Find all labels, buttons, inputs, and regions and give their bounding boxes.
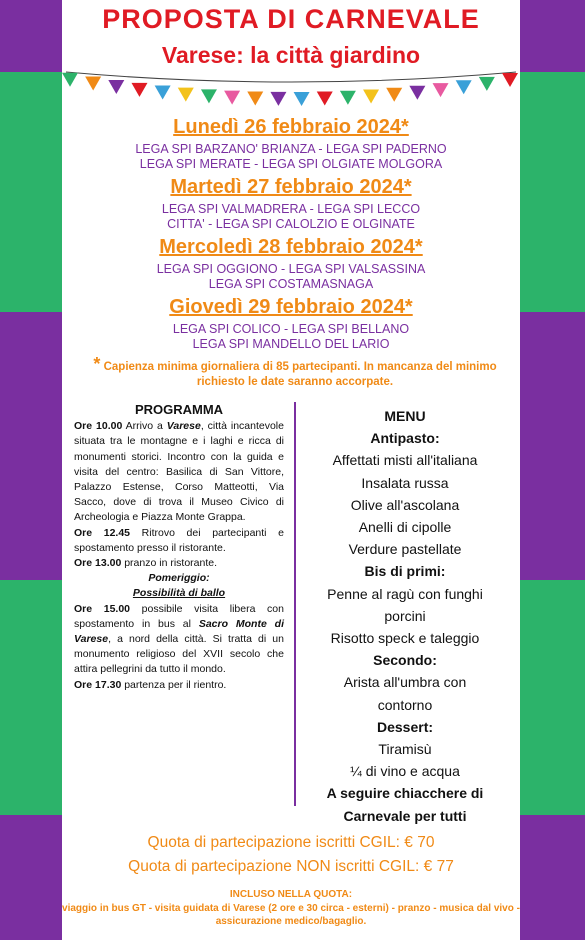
incluso-box (62, 888, 520, 929)
bunting-flag (155, 85, 171, 99)
antipasto-item: Verdure pastellate (348, 541, 462, 558)
bunting-flags-decoration (62, 66, 520, 114)
day-4-date: Giovedì 29 febbraio 2024* (169, 296, 413, 318)
p1-text-a: Arrivo a (122, 420, 167, 433)
bunting-flag (502, 73, 518, 87)
bunting-flag (479, 77, 495, 91)
quota-non-iscritti-price: € 77 (423, 858, 454, 875)
place-varese: Varese (166, 420, 201, 433)
day-4-leghe-line-1: LEGA SPI COLICO - LEGA SPI BELLANO (172, 322, 410, 336)
programma-title: PROGRAMMA (134, 402, 224, 417)
day-3-leghe-line-2: LEGA SPI COSTAMASNAGA (208, 277, 374, 291)
bunting-flag (386, 88, 402, 102)
quota-non-iscritti (62, 858, 520, 876)
pomeriggio-heading: Pomeriggio: (148, 572, 210, 585)
antipasto-item: Affettati misti all'italiana (332, 452, 478, 469)
primi-heading: Bis di primi: (364, 563, 446, 580)
bunting-flag (85, 77, 101, 91)
bunting-flag (224, 91, 240, 105)
bunting-flag (409, 86, 425, 100)
p1-text-b: , città incantevole situata tra le montagne e i laghi e ricca di monumenti storici. Incontro con la guida e visita del centro: Basilica di San Vittore, Palazzo Estense, Corso Matteotti, Via Sacco, dove di trova il Museo Civico di Archeologia e Piazza Monte Grappa. (74, 420, 284, 524)
capienza-note (80, 354, 510, 390)
menu-finale: A seguire chiacchere di Carnevale per tutti (326, 785, 484, 824)
programma-item-1300 (74, 556, 284, 571)
menu-column (300, 405, 510, 827)
day-1-leghe-line-2: LEGA SPI MERATE - LEGA SPI OLGIATE MOLGORA (139, 157, 443, 171)
bunting-flag (433, 83, 449, 97)
bunting-flag (201, 89, 217, 103)
quota-iscritti-label: Quota di partecipazione iscritti CGIL: (147, 834, 400, 851)
ballo-heading: Possibilità di ballo (132, 587, 226, 600)
incluso-title: INCLUSO NELLA QUOTA: (229, 889, 353, 900)
programma-item-1245 (74, 526, 284, 556)
dessert-item: Tiramisù (378, 741, 432, 758)
time-1730: Ore 17.30 (74, 678, 122, 691)
incluso-text: viaggio in bus GT - visita guidata di Varese (2 ore e 30 circa - esterni) - pranzo - musica dal vivo - assicurazione medico/bagaglio. (62, 902, 520, 927)
antipasto-item: Anelli di cipolle (358, 519, 452, 536)
day-4-leghe-line-2: LEGA SPI MANDELLO DEL LARIO (192, 337, 390, 351)
bunting-flag (108, 80, 124, 94)
time-1245: Ore 12.45 (74, 526, 131, 539)
dessert-item: ¼ di vino e acqua (350, 763, 460, 780)
day-2-leghe-line-2: CITTA' - LEGA SPI CALOLZIO E OLGINATE (167, 217, 415, 231)
quota-iscritti (62, 834, 520, 852)
day-1-date: Lunedì 26 febbraio 2024* (173, 116, 409, 138)
bunting-flag (317, 92, 333, 106)
bunting-flag (62, 73, 78, 87)
secondo-heading: Secondo: (373, 652, 437, 669)
place-sacro-monte: Sacro Monte di Varese (74, 617, 284, 646)
primi-item: Risotto speck e taleggio (330, 630, 480, 647)
day-1-leghe-line-1: LEGA SPI BARZANO' BRIANZA - LEGA SPI PADERNO (135, 142, 447, 156)
secondo-item: Arista all'umbra con contorno (343, 674, 467, 713)
column-divider (294, 402, 296, 806)
bunting-flag (456, 80, 472, 94)
primi-item: Penne al ragù con funghi porcini (327, 585, 483, 624)
dessert-heading: Dessert: (376, 718, 434, 735)
programma-item-1730 (74, 678, 284, 693)
p3-text: pranzo in ristorante. (121, 557, 218, 570)
quota-non-iscritti-label: Quota di partecipazione NON iscritti CGIL: (128, 858, 420, 875)
bunting-flag (363, 89, 379, 103)
menu-title: MENU (384, 408, 426, 424)
time-1500: Ore 15.00 (74, 602, 131, 615)
antipasto-item: Olive all'ascolana (350, 496, 460, 513)
bunting-flag (131, 83, 147, 97)
flyer-subtitle: Varese: la città giardino (161, 42, 421, 68)
p4-text-b: , a nord della città. Si tratta di un monumento religioso del XVII secolo che attira pellegrini da tutto il mondo. (74, 633, 284, 676)
p2-text: Ritrovo dei partecipanti e spostamento presso il ristorante. (74, 526, 284, 554)
bunting-flag (178, 88, 194, 102)
asterisk-mark: * (93, 354, 101, 374)
p4-text-a: possibile visita libera con spostamento in bus al (74, 602, 284, 630)
quota-iscritti-price: € 70 (404, 834, 435, 851)
day-2-leghe-line-1: LEGA SPI VALMADRERA - LEGA SPI LECCO (161, 202, 421, 216)
bunting-flag (247, 91, 263, 105)
programma-item-1000 (74, 419, 284, 525)
programma-item-1500 (74, 602, 284, 678)
bunting-flag (270, 92, 286, 106)
bunting-flag (294, 92, 310, 106)
p5-text: partenza per il rientro. (121, 678, 227, 691)
antipasto-heading: Antipasto: (370, 430, 440, 447)
day-3-date: Mercoledì 28 febbraio 2024* (159, 236, 423, 258)
bunting-flag (340, 91, 356, 105)
day-2-date: Martedì 27 febbraio 2024* (170, 176, 412, 198)
time-1000: Ore 10.00 (74, 420, 123, 433)
flyer-title: PROPOSTA DI CARNEVALE (102, 4, 480, 34)
antipasto-item: Insalata russa (361, 474, 449, 491)
programma-column (74, 402, 284, 693)
capienza-text: Capienza minima giornaliera di 85 partecipanti. In mancanza del minimo richiesto le date saranno accorpate. (103, 361, 497, 388)
day-3-leghe-line-1: LEGA SPI OGGIONO - LEGA SPI VALSASSINA (156, 262, 426, 276)
time-1300: Ore 13.00 (74, 557, 122, 570)
